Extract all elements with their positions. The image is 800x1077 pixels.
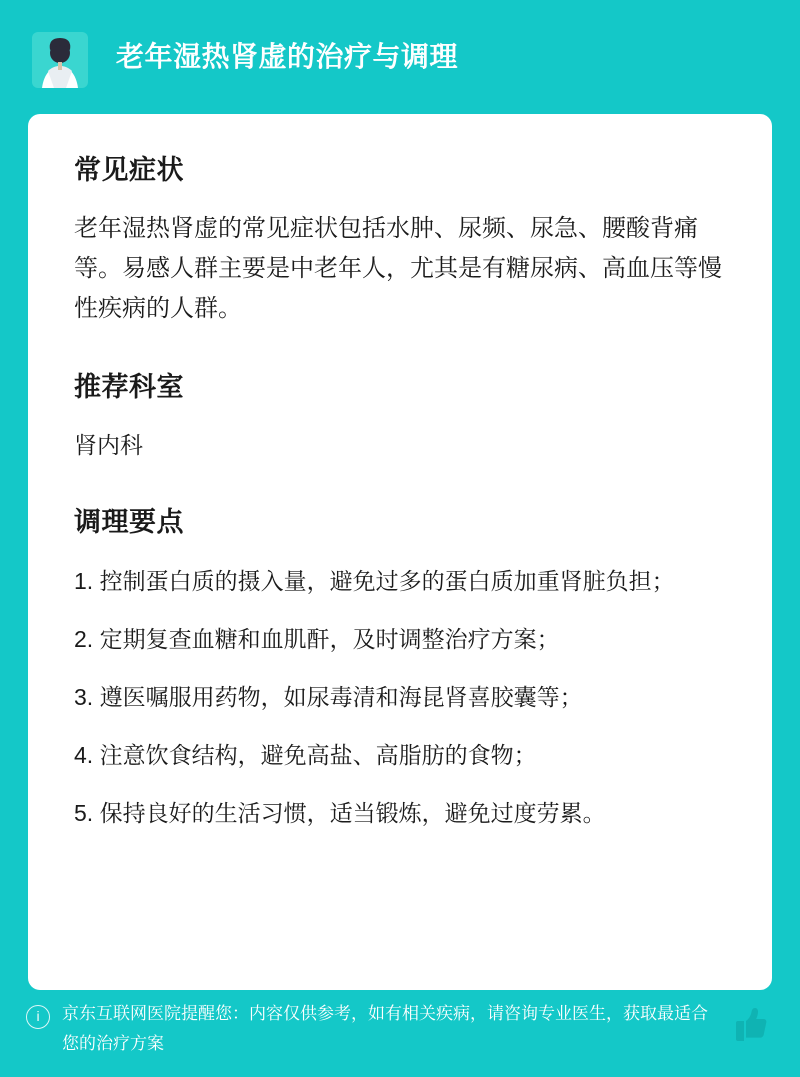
section-heading-department: 推荐科室 — [74, 372, 184, 402]
user-avatar-icon — [32, 32, 88, 88]
info-icon: i — [26, 1005, 50, 1029]
page-title: 老年湿热肾虚的治疗与调理 — [116, 41, 459, 72]
list-item: 3. 遵医嘱服用药物，如尿毒清和海昆肾喜胶囊等； — [74, 684, 583, 710]
page-header — [28, 28, 772, 100]
spacer — [74, 343, 726, 365]
section-heading-care-points: 调理要点 — [74, 507, 184, 537]
content-card — [28, 114, 772, 990]
list-item: 4. 注意饮食结构，避免高盐、高脂肪的食物； — [74, 742, 537, 768]
care-points-list — [74, 561, 726, 833]
thumbs-up-icon[interactable] — [724, 1001, 770, 1047]
list-item: 5. 保持良好的生活习惯，适当锻炼，避免过度劳累。 — [74, 800, 606, 826]
footer-disclaimer-text: 京东互联网医院提醒您：内容仅供参考，如有相关疾病，请咨询专业医生，获取最适合您的治疗方案 — [62, 1004, 708, 1053]
section-body-department: 肾内科 — [74, 432, 143, 458]
list-item: 1. 控制蛋白质的摄入量，避免过多的蛋白质加重肾脏负担； — [74, 568, 675, 594]
footer-disclaimer-bar — [0, 985, 800, 1077]
section-heading-symptoms: 常见症状 — [74, 155, 184, 185]
list-item: 2. 定期复查血糖和血肌酐，及时调整治疗方案； — [74, 626, 560, 652]
section-body-symptoms: 老年湿热肾虚的常见症状包括水肿、尿频、尿急、腰酸背痛等。易感人群主要是中老年人，尤其是有糖尿病、高血压等慢性疾病的人群。 — [74, 215, 722, 322]
